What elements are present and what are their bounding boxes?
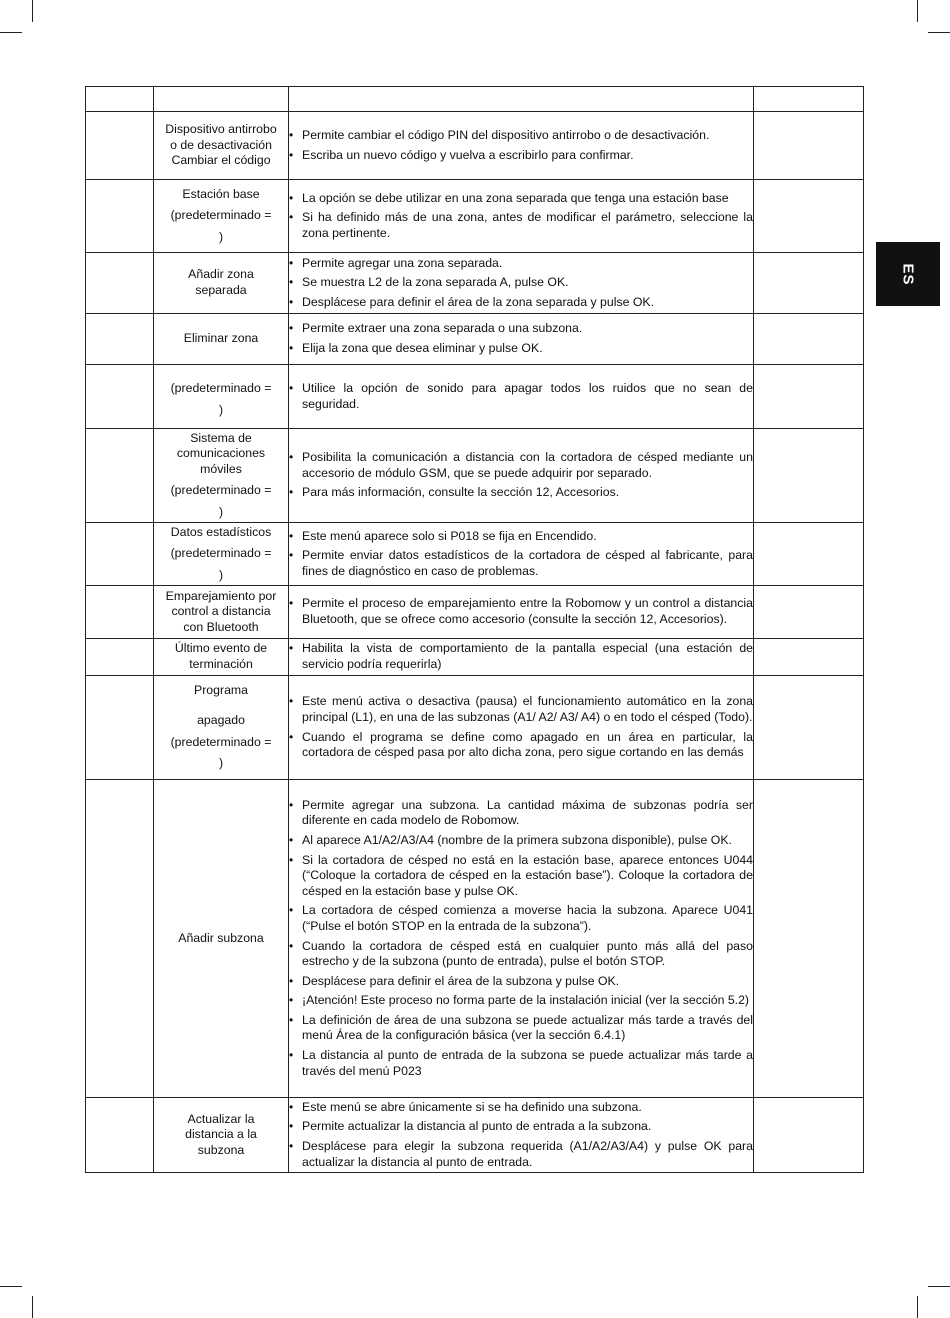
setting-name-line: control a distancia: [171, 604, 271, 619]
crop-mark: [0, 32, 22, 33]
setting-name-line: con Bluetooth: [183, 619, 259, 634]
value-cell: [754, 780, 864, 1098]
setting-name-line: Añadir zona: [188, 267, 254, 282]
default-label: (predeterminado =: [170, 380, 272, 395]
value-cell: [754, 365, 864, 429]
setting-name-cell: [154, 180, 289, 253]
crop-mark: [0, 1286, 22, 1287]
description-bullet: • Se muestra L2 de la zona separada A, pulse OK.: [289, 275, 753, 291]
crop-mark: [928, 32, 950, 33]
table-row: [86, 253, 864, 314]
table-row: [86, 314, 864, 365]
value-cell: [754, 639, 864, 676]
crop-mark: [917, 1296, 918, 1318]
setting-name-line: apagado: [197, 712, 245, 727]
language-tab: [876, 242, 940, 306]
description-cell: [289, 253, 754, 314]
description-cell: [289, 365, 754, 429]
default-close: ): [218, 229, 224, 244]
setting-name-line: Actualizar la: [187, 1111, 255, 1126]
description-cell: [289, 112, 754, 180]
setting-name-line: Estación base: [182, 186, 260, 201]
value-cell: [754, 676, 864, 780]
setting-name-line: móviles: [200, 461, 242, 476]
description-bullet: • Este menú se abre únicamente si se ha definido una subzona.: [289, 1100, 753, 1116]
setting-name-cell: [154, 429, 289, 523]
description-bullet: • Permite extraer una zona separada o una subzona.: [289, 321, 753, 337]
description-bullet: • Desplácese para elegir la subzona requerida (A1/A2/A3/A4) y pulse OK para actualizar la distancia al punto de entrada.: [289, 1139, 753, 1170]
setting-name-cell: [154, 639, 289, 676]
description-cell: [289, 780, 754, 1098]
description-cell: [289, 639, 754, 676]
description-bullet: • Permite actualizar la distancia al punto de entrada a la subzona.: [289, 1119, 753, 1135]
description-bullet: • La cortadora de césped comienza a moverse hacia la subzona. Aparece U041 (“Pulse el botón STOP en la entrada de la subzona”).: [289, 903, 753, 934]
description-bullet: • Habilita la vista de comportamiento de la pantalla especial (una estación de servicio podría requerirla): [289, 641, 753, 672]
description-bullet: • Al aparece A1/A2/A3/A4 (nombre de la primera subzona disponible), pulse OK.: [289, 833, 753, 849]
setting-name-line: Último evento de: [174, 641, 268, 656]
setting-name-cell: [154, 112, 289, 180]
crop-mark: [32, 1296, 33, 1318]
default-close: ): [218, 402, 224, 417]
default-close: ): [218, 504, 224, 519]
table-row: [86, 112, 864, 180]
crop-mark: [928, 1286, 950, 1287]
default-label: (predeterminado =: [170, 483, 272, 498]
value-cell: [754, 586, 864, 639]
description-bullet: • Escriba un nuevo código y vuelva a escribirlo para confirmar.: [289, 148, 753, 164]
setting-name-cell: [154, 365, 289, 429]
crop-mark: [917, 0, 918, 22]
code-cell: [86, 639, 154, 676]
description-bullet: • La distancia al punto de entrada de la subzona se puede actualizar más tarde a través del menú P023: [289, 1048, 753, 1079]
code-cell: [86, 180, 154, 253]
description-bullet: • Este menú activa o desactiva (pausa) el funcionamiento automático en la zona principal (L1), en una de las subzonas (A1/ A2/ A3/ A4) o en todo el césped (Todo).: [289, 694, 753, 725]
description-bullet: • Permite el proceso de emparejamiento entre la Robomow y un control a distancia Bluetooth, que se ofrece como accesorio (consulte la sección 12, Accesorios).: [289, 596, 753, 627]
setting-name-line: Programa: [194, 683, 248, 698]
setting-name-line: Dispositivo antirrobo: [165, 122, 277, 137]
setting-name-cell: [154, 314, 289, 365]
description-cell: [289, 586, 754, 639]
table-row: [86, 429, 864, 523]
header-cell: [754, 87, 864, 112]
setting-name-line: distancia a la: [185, 1127, 257, 1142]
description-bullet: • Permite enviar datos estadísticos de la cortadora de césped al fabricante, para fines de diagnóstico en caso de problemas.: [289, 548, 753, 579]
setting-name-line: comunicaciones: [176, 446, 266, 461]
table-row: [86, 586, 864, 639]
description-bullet: • Elija la zona que desea eliminar y pulse OK.: [289, 341, 753, 357]
table-row: [86, 639, 864, 676]
code-cell: [86, 429, 154, 523]
setting-name-cell: [154, 523, 289, 586]
description-bullet: • Permite agregar una subzona. La cantidad máxima de subzonas podría ser diferente en cada modelo de Robomow.: [289, 798, 753, 829]
description-bullet: • Permite agregar una zona separada.: [289, 256, 753, 272]
language-tab-label: ES: [899, 262, 917, 286]
setting-name-line: Sistema de: [190, 430, 252, 445]
code-cell: [86, 676, 154, 780]
code-cell: [86, 253, 154, 314]
setting-name-line: subzona: [197, 1142, 245, 1157]
description-bullet: • Posibilita la comunicación a distancia con la cortadora de césped mediante un accesorio de módulo GSM, que se puede adquirir por separado.: [289, 450, 753, 481]
setting-name-line: o de desactivación: [170, 137, 272, 152]
description-bullet: • Si la cortadora de césped no está en la estación base, aparece entonces U044 (“Coloque la cortadora de césped en la estación base”). Coloque la cortadora de césped en la estación base y pulse OK.: [289, 853, 753, 900]
default-close: ): [218, 756, 224, 771]
settings-table: [85, 86, 864, 1173]
description-cell: [289, 180, 754, 253]
code-cell: [86, 365, 154, 429]
description-cell: [289, 1098, 754, 1173]
table-row: [86, 523, 864, 586]
value-cell: [754, 314, 864, 365]
value-cell: [754, 429, 864, 523]
table-row: [86, 780, 864, 1098]
table-row: [86, 676, 864, 780]
table-row: [86, 1098, 864, 1173]
description-bullet: • Este menú aparece solo si P018 se fija en Encendido.: [289, 529, 753, 545]
setting-name-cell: [154, 1098, 289, 1173]
setting-name-line: Añadir subzona: [178, 930, 264, 945]
value-cell: [754, 523, 864, 586]
setting-name-cell: [154, 780, 289, 1098]
description-bullet: • Para más información, consulte la sección 12, Accesorios.: [289, 485, 753, 501]
description-bullet: • Cuando el programa se define como apagado en un área en particular, la cortadora de césped pasa por alto dicha zona, pero sigue cortando en las demás: [289, 730, 753, 761]
table-row: [86, 180, 864, 253]
description-bullet: • Utilice la opción de sonido para apagar todos los ruidos que no sean de seguridad.: [289, 381, 753, 412]
description-bullet: • Si ha definido más de una zona, antes de modificar el parámetro, seleccione la zona pertinente.: [289, 210, 753, 241]
code-cell: [86, 586, 154, 639]
setting-name-line: Datos estadísticos: [170, 524, 272, 539]
header-cell: [154, 87, 289, 112]
code-cell: [86, 1098, 154, 1173]
default-close: ): [218, 567, 224, 582]
setting-name-line: terminación: [189, 657, 253, 671]
table-header-row: [86, 87, 864, 112]
default-label: (predeterminado =: [170, 208, 272, 223]
value-cell: [754, 112, 864, 180]
crop-mark: [32, 0, 33, 22]
description-cell: [289, 314, 754, 365]
table-row: [86, 365, 864, 429]
setting-name-line: Eliminar zona: [183, 331, 259, 346]
description-bullet: • Desplácese para definir el área de la subzona y pulse OK.: [289, 974, 753, 990]
code-cell: [86, 112, 154, 180]
description-cell: [289, 523, 754, 586]
description-bullet: • ¡Atención! Este proceso no forma parte de la instalación inicial (ver la sección 5.2): [289, 993, 753, 1009]
value-cell: [754, 180, 864, 253]
code-cell: [86, 314, 154, 365]
code-cell: [86, 523, 154, 586]
description-bullet: • La opción se debe utilizar en una zona separada que tenga una estación base: [289, 191, 753, 207]
setting-name-line: Cambiar el código: [171, 153, 271, 168]
description-bullet: • Permite cambiar el código PIN del dispositivo antirrobo o de desactivación.: [289, 128, 753, 144]
setting-name-line: Emparejamiento por: [165, 588, 277, 603]
value-cell: [754, 253, 864, 314]
setting-name-cell: [154, 586, 289, 639]
setting-name-line: separada: [195, 283, 247, 297]
description-cell: [289, 676, 754, 780]
description-bullet: • La definición de área de una subzona se puede actualizar más tarde a través del menú Área de la configuración básica (ver la sección 6.4.1): [289, 1013, 753, 1044]
description-bullet: • Cuando la cortadora de césped está en cualquier punto más allá del paso estrecho y de la subzona (punto de entrada), pulse el botón STOP.: [289, 939, 753, 970]
description-bullet: • Desplácese para definir el área de la zona separada y pulse OK.: [289, 295, 753, 311]
setting-name-cell: [154, 676, 289, 780]
header-cell: [86, 87, 154, 112]
code-cell: [86, 780, 154, 1098]
default-label: (predeterminado =: [170, 734, 272, 749]
description-cell: [289, 429, 754, 523]
default-label: (predeterminado =: [170, 546, 272, 561]
setting-name-cell: [154, 253, 289, 314]
value-cell: [754, 1098, 864, 1173]
header-cell: [289, 87, 754, 112]
